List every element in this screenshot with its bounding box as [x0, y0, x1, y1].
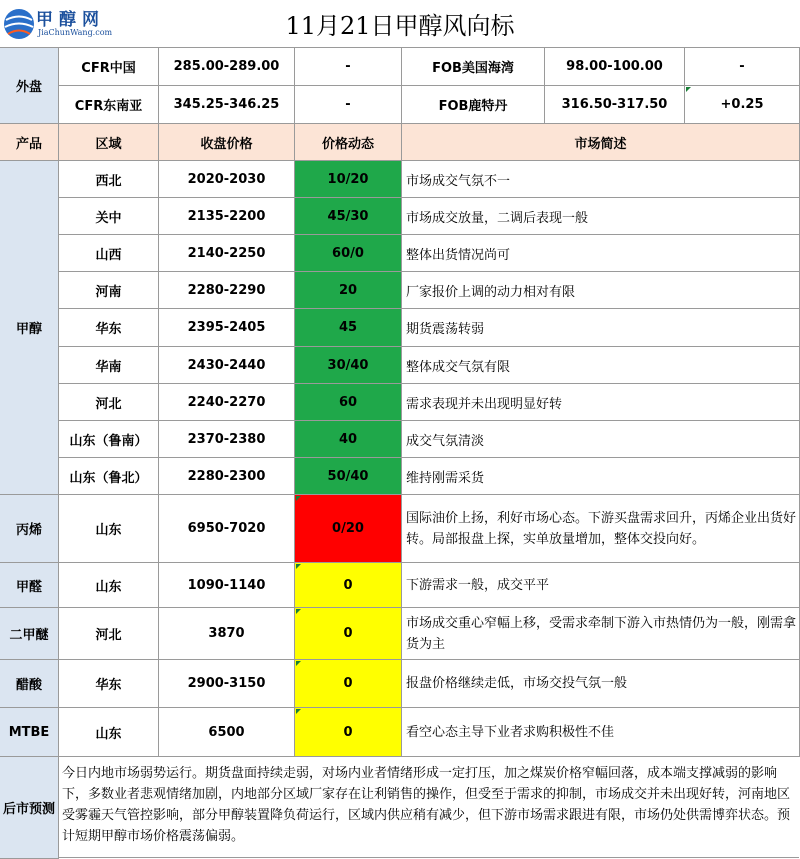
price-cell: 2020-2030: [159, 161, 295, 198]
price-cell: 2430-2440: [159, 347, 295, 384]
region-cell: 河南: [59, 272, 159, 309]
trend-cell: 0: [295, 708, 402, 757]
trend-cell: 60/0: [295, 235, 402, 272]
product-cell: MTBE: [0, 708, 59, 757]
trend-cell: 30/40: [295, 347, 402, 384]
external-chg2: +0.25: [685, 86, 800, 124]
product-cell: 甲醛: [0, 563, 59, 608]
summary-cell: 国际油价上扬，利好市场心态。下游买盘需求回升，丙烯企业出货好转。局部报盘上探，实单放量增加，整体交投向好。: [402, 495, 800, 563]
summary-cell: 厂家报价上调的动力相对有限: [402, 272, 800, 309]
external-price2: 98.00-100.00: [545, 48, 685, 86]
external-chg1: -: [295, 48, 402, 86]
summary-cell: 市场成交气氛不一: [402, 161, 800, 198]
forecast-label: 后市预测: [0, 757, 59, 859]
product-cell: 醋酸: [0, 660, 59, 708]
trend-cell: 0: [295, 660, 402, 708]
region-cell: 河北: [59, 384, 159, 421]
summary-cell: 报盘价格继续走低，市场交投气氛一般: [402, 660, 800, 708]
external-name2: FOB鹿特丹: [402, 86, 545, 124]
region-cell: 华南: [59, 347, 159, 384]
summary-cell: 期货震荡转弱: [402, 309, 800, 347]
product-cell: 二甲醚: [0, 608, 59, 660]
region-cell: 山东: [59, 708, 159, 757]
region-cell: 山东（鲁北）: [59, 458, 159, 495]
title-bar: [0, 0, 800, 48]
summary-cell: 整体成交气氛有限: [402, 347, 800, 384]
region-cell: 华东: [59, 660, 159, 708]
external-chg1: -: [295, 86, 402, 124]
external-name1: CFR东南亚: [59, 86, 159, 124]
price-cell: 2140-2250: [159, 235, 295, 272]
brand-url: JiaChunWang.com: [38, 28, 113, 37]
trend-cell: 45: [295, 309, 402, 347]
summary-cell: 下游需求一般，成交平平: [402, 563, 800, 608]
price-cell: 2135-2200: [159, 198, 295, 235]
forecast-text: 今日内地市场弱势运行。期货盘面持续走弱，对场内业者情绪形成一定打压，加之煤炭价格窄幅回落，成本端支撑减弱的影响下，多数业者悲观情绪加剧，内地部分区域厂家存在让利销售的操作，但受至于需求的抑制，市场成交并未出现好转，河南地区受雾霾天气管控影响，部分甲醇装置降负荷运行，区域内供应稍有减少，但下游市场需求跟进有限，市场仍处供需博弈状态。预计短期甲醇市场价格震荡偏弱。: [59, 757, 799, 858]
region-cell: 山东: [59, 563, 159, 608]
region-cell: 山东: [59, 495, 159, 563]
trend-cell: 20: [295, 272, 402, 309]
trend-cell: 60: [295, 384, 402, 421]
brand-logo: [2, 3, 114, 45]
region-cell: 关中: [59, 198, 159, 235]
trend-cell: 0/20: [295, 495, 402, 563]
external-name2: FOB美国海湾: [402, 48, 545, 86]
summary-cell: 整体出货情况尚可: [402, 235, 800, 272]
price-cell: 2280-2300: [159, 458, 295, 495]
summary-cell: 需求表现并未出现明显好转: [402, 384, 800, 421]
region-cell: 西北: [59, 161, 159, 198]
header-trend: 价格动态: [295, 124, 402, 161]
price-cell: 2900-3150: [159, 660, 295, 708]
region-cell: 山西: [59, 235, 159, 272]
page-title: 11月21日甲醇风向标: [285, 12, 515, 40]
summary-cell: 成交气氛清淡: [402, 421, 800, 458]
trend-cell: 0: [295, 608, 402, 660]
external-label: 外盘: [0, 48, 59, 124]
summary-cell: 维持刚需采货: [402, 458, 800, 495]
price-cell: 3870: [159, 608, 295, 660]
price-cell: 1090-1140: [159, 563, 295, 608]
region-cell: 山东（鲁南）: [59, 421, 159, 458]
header-region: 区域: [59, 124, 159, 161]
price-cell: 6500: [159, 708, 295, 757]
summary-cell: 看空心态主导下业者求购积极性不佳: [402, 708, 800, 757]
region-cell: 河北: [59, 608, 159, 660]
price-cell: 2370-2380: [159, 421, 295, 458]
product-cell: 丙烯: [0, 495, 59, 563]
price-cell: 6950-7020: [159, 495, 295, 563]
external-price1: 345.25-346.25: [159, 86, 295, 124]
header-product: 产品: [0, 124, 59, 161]
price-cell: 2395-2405: [159, 309, 295, 347]
region-cell: 华东: [59, 309, 159, 347]
external-price2: 316.50-317.50: [545, 86, 685, 124]
price-cell: 2280-2290: [159, 272, 295, 309]
header-summary: 市场简述: [402, 124, 800, 161]
globe-icon: [2, 7, 36, 41]
summary-cell: 市场成交重心窄幅上移，受需求牵制下游入市热情仍为一般，刚需拿货为主: [402, 608, 800, 660]
trend-cell: 40: [295, 421, 402, 458]
trend-cell: 0: [295, 563, 402, 608]
trend-cell: 45/30: [295, 198, 402, 235]
price-cell: 2240-2270: [159, 384, 295, 421]
external-price1: 285.00-289.00: [159, 48, 295, 86]
brand-name: 甲醇网: [36, 10, 105, 30]
header-price: 收盘价格: [159, 124, 295, 161]
external-name1: CFR中国: [59, 48, 159, 86]
external-chg2: -: [685, 48, 800, 86]
trend-cell: 10/20: [295, 161, 402, 198]
methanol-label: 甲醇: [0, 161, 59, 495]
summary-cell: 市场成交放量，二调后表现一般: [402, 198, 800, 235]
trend-cell: 50/40: [295, 458, 402, 495]
